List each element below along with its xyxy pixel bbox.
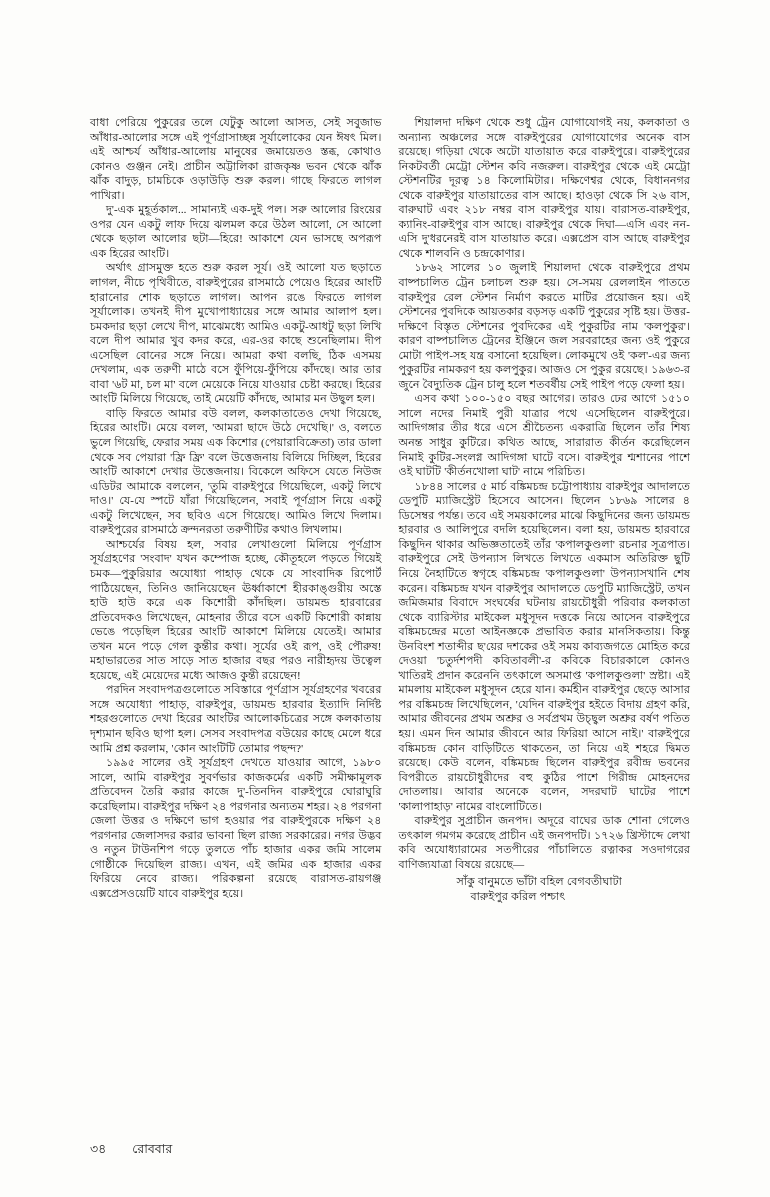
paragraph: আশ্চর্যের বিষয় হল, সবার লেখাগুলো মিলিয়ে পূর্ণগ্রাস সূর্যগ্রহণের 'সংবাদ' যখন কম্পোজ হচ্ছে, কৌতূহলে পড়তে গিয়েই চমক—পুকুরিয়ার অযোধ্যা পাহাড় থেকে যে সাংবাদিক রিপোর্ট পাঠিয়েছেন, তিনিও জানিয়েছেন ঊর্ধ্বাকাশে হীরকাঙ্গুরীয় অস্তে হাউ হাউ করে এক কিশোরী কাঁদছিল। ডায়মন্ড হারবারের প্রতিবেদকও লিখেছেন, মোহনার তীরে বসে একটি কিশোরী কান্নায় ভেঙে পড়েছিল হিরের আংটি আকাশে মিলিয়ে যেতেই। আমার তখন মনে পড়ে গেল কুন্তীর কথা। সূর্যের ওই রূপ, ওই পৌরুষ! মহাভারতের সাত সাড়ে সাত হাজার বছর পরও নারীহৃদয় উত্বেল হয়েছে, এই মেয়েদের মধ্যে আজও কুন্তী রয়েছেন! [90,538,382,682]
verse-line: বারুইপুর করিল পশ্চাৎ [470,890,566,903]
paragraph: বারুইপুর সুপ্রাচীন জনপদ। অদূরে বাঘের ডাক শোনা গেলেও তৎকাল গমগম করেছে প্রাচীন এই জনপদটি। ১৭২৬ খ্রিস্টাব্দে লেখা কবি অযোধ্যারামের সতপীরের পাঁচালিতে রত্নাকর সওদাগরের বাণিজ্যযাত্রা বিষয়ে রয়েছে— [398,815,690,871]
paragraph: ১৯৯৫ সালের ওই সূর্যগ্রহণ দেখতে যাওয়ার আগে, ১৯৮০ সালে, আমি বারুইপুর সুবর্ণভার কাজকর্মের একটি সমীক্ষামূলক প্রতিবেদন তৈরি করার কাজে দু'-তিনদিন বারুইপুরে ঘোরাঘুরি করেছিলাম। বারুইপুর দক্ষিণ ২৪ পরগনার অন্যতম শহর। ২৪ পরগনা জেলা উত্তর ও দক্ষিণে ভাগ হওয়ার পর বারুইপুরকে দক্ষিণ ২৪ পরগনার জেলাসদর করার ভাবনা ছিল রাজ্য সরকারের। নগর উদ্ভব ও নতুন টাউনশিপ গড়ে তুলতে পাঁচ হাজার একর জমি সালেম গোষ্ঠীকে দিয়েছিল রাজ্য। এখন, এই জমির এক হাজার একর ফিরিয়ে নেবে রাজ্য। পরিকল্পনা রয়েছে বারাসত-রায়গঞ্জ এক্সপ্রেসওয়েটি যাবে বারুইপুর হয়ে। [90,757,382,900]
paragraph: দু'-এক মুহূর্তকাল... সামান্যই এক-দুই পল। সরু আলোর রিংয়ের ওপর যেন একটু লাফ দিয়ে ঝলমল করে উঠল আলো, সে আলো থেকে ছড়াল আলোর ছটা—হিরে! আকাশে যেন ভাসছে অপরূপ এক হিরের আংটি। [90,204,382,260]
paragraph: বাড়ি ফিরতে আমার বউ বলল, কলকাতাতেও দেখা গিয়েছে, হিরের আংটি। মেয়ে বলল, 'আমরা ছাদে উঠে দেখেছি।' ও, বলতে ভুলে গিয়েছি, ফেরার সময় এক কিশোর (পেয়ারাবিক্রেতা) তার ডালা থেকে সব পেয়ারা 'ফ্রি ফ্রি' বলে উত্তেজনায় বিলিয়ে দিচ্ছিল, হিরের আংটি আকাশে দেখার উত্তেজনায়। বিকেলে অফিসে যেতে নিউজ এডিটর আমাকে বললেন, 'তুমি বারুইপুরে গিয়েছিলে, একটু লিখে দাও।' যে-যে স্পটে যাঁরা গিয়েছিলেন, সবাই পূর্ণগ্রাস নিয়ে একটু একটু লিখেছেন, সব ছবিও এসে গিয়েছে। আমিও লিখে দিলাম। বারুইপুরের রাসমাঠে ক্রন্দনরতা তরুণীটির কথাও লিখলাম। [90,407,382,537]
left-column [90,116,382,905]
verse-quote [399,875,691,904]
right-column [399,116,691,905]
article-body [90,116,690,905]
verse-line: সাঁকু বানুমতে ভাঁটা বহিল বেগবতীঘাটা [456,876,622,889]
paragraph: বাধা পেরিয়ে পুকুরের তলে যেটুকু আলো আসত, সেই সবুজাভ আঁধার-আলোর সঙ্গে এই পূর্ণগ্রাসাচ্ছন্ন সূর্যালোকের যেন ঈষৎ মিল। এই আশ্চর্য আঁধার-আলোয় মানুষের জমায়েতও স্তব্ধ, কোথাও কোনও গুঞ্জন নেই। প্রাচীন অট্টালিকা রাজকৃষ্ণ ভবন থেকে ঝাঁক ঝাঁক বাদুড়, চামচিকে ওড়াউড়ি শুরু করল। গাছে ফিরতে লাগল পাখিরা। [90,117,382,202]
paragraph: ১৮৬২ সালের ১০ জুলাই শিয়ালদা থেকে বারুইপুরে প্রথম বাষ্পচালিত ট্রেন চলাচল শুরু হয়। সে-সময় রেললাইন পাততে বারুইপুর রেল স্টেশন নির্মাণ করতে মাটির প্রয়োজন হয়। এই স্টেশনের পুবদিকে আয়তকার বড়সড় একটি পুকুরের সৃষ্টি হয়। উত্তর-দক্ষিণে বিস্তৃত স্টেশনের পুবদিকের এই পুকুরটির নাম 'কলপুকুর'। কারণ বাষ্পচালিত ট্রেনের ইঞ্জিনে জল সরবরাহের জন্য ওই পুকুরে মোটা পাইপ-সহ যন্ত্র বসানো হয়েছিল। লোকমুখে ওই 'কল'-এর জন্য পুকুরটির নামকরণ হয় কলপুকুর। আজও সে পুকুর রয়েছে। ১৯৬৩-র জুনে বৈদ্যুতিক ট্রেন চালু হলে শতবর্ষীয় সেই পাইপ পড়ে ফেলা হয়। [398,262,690,391]
paragraph: শিয়ালদা দক্ষিণ থেকে শুধু ট্রেন যোগাযোগই নয়, কলকাতা ও অন্যান্য অঞ্চলের সঙ্গে বারুইপুরের যোগাযোগের অনেক বাস রয়েছে। গড়িয়া থেকে অটো যাতায়াত করে বারুইপুরে। বারুইপুরের নিকটবর্তী মেট্রো স্টেশন কবি নজরুল। বারুইপুর থেকে এই মেট্রো স্টেশনটির দূরত্ব ১৪ কিলোমিটার। দক্ষিণেশ্বর থেকে, বিধাননগর থেকে বারুইপুর যাতায়াতের বাস আছে। হাওড়া থেকে সি ২৬ বাস, বারুঘাট এবং ২১৮ নম্বর বাস বারুইপুর যায়। বারাসত-বারুইপুর, ক্যানিং-বারুইপুর বাস আছে। বারুইপুর থেকে দিঘা—এসি এবং নন-এসি দু'ধরনেরই বাস যাতায়াত করে। এক্সপ্রেস বাস আছে বারুইপুর থেকে শালবনি ও চন্দ্রকোণার। [398,117,690,260]
paragraph: অর্থাৎ গ্রাসমুক্ত হতে শুরু করল সূর্য। ওই আলো যত ছড়াতে লাগল, নীচে পৃথিবীতে, বারুইপুরের রাসমাঠে পেয়েও হিরের আংটি হারানোর শোক ছড়াতে লাগল। আপন রঙে ফিরতে লাগল সূর্যালোক। তখনই দীপ মুখোপাধ্যায়ের সঙ্গে আমার আলাপ হল। চমকদার ছড়া লেখে দীপ, মাঝেমধ্যে আমিও একটু-আধটু ছড়া লিখি বলে দীপ আমার খুব কদর করে, এর-ওর কাছে শুনেছিলাম। দীপ এসেছিল বোনের সঙ্গে নিয়ে। আমরা কথা বলছি, ঠিক এসময় দেখলাম, এক তরুণী মাঠে বসে ফুঁপিয়ে-ফুঁপিয়ে কাঁদছে। আর তার বাবা '৬ট মা, চল মা' বলে মেয়েকে নিয়ে যাওয়ার চেষ্টা করছে। হিরের আংটি মিলিয়ে গিয়েছে, তাই মেয়েটি কাঁদছে, আমার মন উছ্বল হল। [90,262,382,406]
paragraph: এসব কথা ১০০-১৫০ বছর আগের। তারও ঢের আগে ১৫১০ সালে নদের নিমাই পুরী যাত্রার পথে এসেছিলেন বারুইপুরে। আদিগঙ্গার তীর ধরে এসে শ্রীচৈতন্য একরাত্রি ছিলেন তাঁর শিষ্য অনন্ত সাধুর কুটিরে। কথিত আছে, সারারাত কীর্তন করেছিলেন নিমাই কুটির-সংলগ্ন আদিগঙ্গা ঘাটে বসে। বারুইপুর শ্মশানের পাশে ওই ঘাটটি 'কীর্তনখোলা ঘাট' নামে পরিচিত। [398,393,690,479]
paragraph: পরদিন সংবাদপত্রগুলোতে সবিস্তারে পূর্ণগ্রাস সূর্যগ্রহণের খবরের সঙ্গে অযোধ্যা পাহাড়, বারুইপুর, ডায়মন্ড হারবার ইত্যাদি নির্দিষ্ট শহরগুলোতে দেখা হিরের আংটির আলোকচিত্রের সঙ্গে কলকাতায় দৃশ্যমান ছবিও ছাপা হল। সেসব সংবাদপত্র বউয়ের কাছে মেলে ধরে আমি প্রশ্ন করলাম, 'কোন আংটিটি তোমার পছন্দ?' [90,684,382,755]
paragraph: ১৮৪৪ সালের ৫ মার্চ বঙ্কিমচন্দ্র চট্টোপাধ্যায় বারুইপুর আদালতে ডেপুটি ম্যাজিস্ট্রেট হিসেবে আসেন। ছিলেন ১৮৬৯ সালের ৪ ডিসেম্বর পর্যন্ত। তবে এই সময়কালের মাঝে কিছুদিনের জন্য ডায়মন্ড হারবার ও আলিপুরে বদলি হয়েছিলেন। বলা হয়, ডায়মন্ড হারবারে কিছুদিন থাকার অভিজ্ঞতাতেই তাঁর 'কপালকুণ্ডলা' রচনার সূত্রপাত। বারুইপুরে সেই উপন্যাস লিখতে লিখতে একমাস অতিরিক্ত ছুটি নিয়ে নৈহাটিতে স্বগৃহে বঙ্কিমচন্দ্র 'কপালকুণ্ডলা' উপন্যাসখানি শেষ করেন। বঙ্কিমচন্দ্র যখন বারুইপুর আদালতে ডেপুটি ম্যাজিস্ট্রেট, তখন জমিজমার বিবাদে সংঘর্ষের ঘটনায় রায়চৌধুরী পরিবার কলকাতা থেকে ব্যারিস্টার মাইকেল মধুসূদন দত্তকে নিয়ে আসেন বারুইপুরে বঙ্কিমচন্দ্রের মতো আইনজ্ঞকে প্রভাবিত করার মানসিকতায়। কিন্তু উনবিংশ শতাব্দীর ছ'য়ের দশকের ওই সময় কাব্যজগতে মোহিত করে দেওয়া 'চতুর্দশপদী কবিতাবলী'-র কবিকে বিচারকালে কোনও খাতিরই প্রদান করেননি তৎকালে অসমাপ্ত 'কপালকুণ্ডলা' স্রষ্টা। এই মামলায় মাইকেল মধুসূদন হেরে যান। কর্মহীন বারুইপুর ছেড়ে আসার পর বঙ্কিমচন্দ্র লিখেছিলেন, 'যেদিন বারুইপুর হইতে বিদায় গ্রহণ করি, আমার জীবনের প্রথম অশ্রুর ও সর্বপ্রথম উচ্ছ্বল অশ্রুর বর্ষণ পতিত হয়। এমন দিন আমার জীবনে আর ফিরিয়া আসে নাই।' বারুইপুরে বঙ্কিমচন্দ্র কোন বাড়িটিতে থাকতেন, তা নিয়ে এই শহরে দ্বিমত রয়েছে। কেউ বলেন, বঙ্কিমচন্দ্র ছিলেন বারুইপুর রবীন্দ্র ভবনের বিপরীতে রায়চৌধুরীদের বহু কুঠির পাশে গিরীন্দ্র মোহনদের দোতলায়। আবার অনেকে বলেন, সদরঘাট ঘাটের পাশে 'কালাপাহাড়' নামের বাংলোটিতে। [398,480,690,813]
section-label: রোববার [132,1142,173,1156]
page-footer [90,1141,172,1161]
page-number: ৩৪ [90,1142,107,1156]
